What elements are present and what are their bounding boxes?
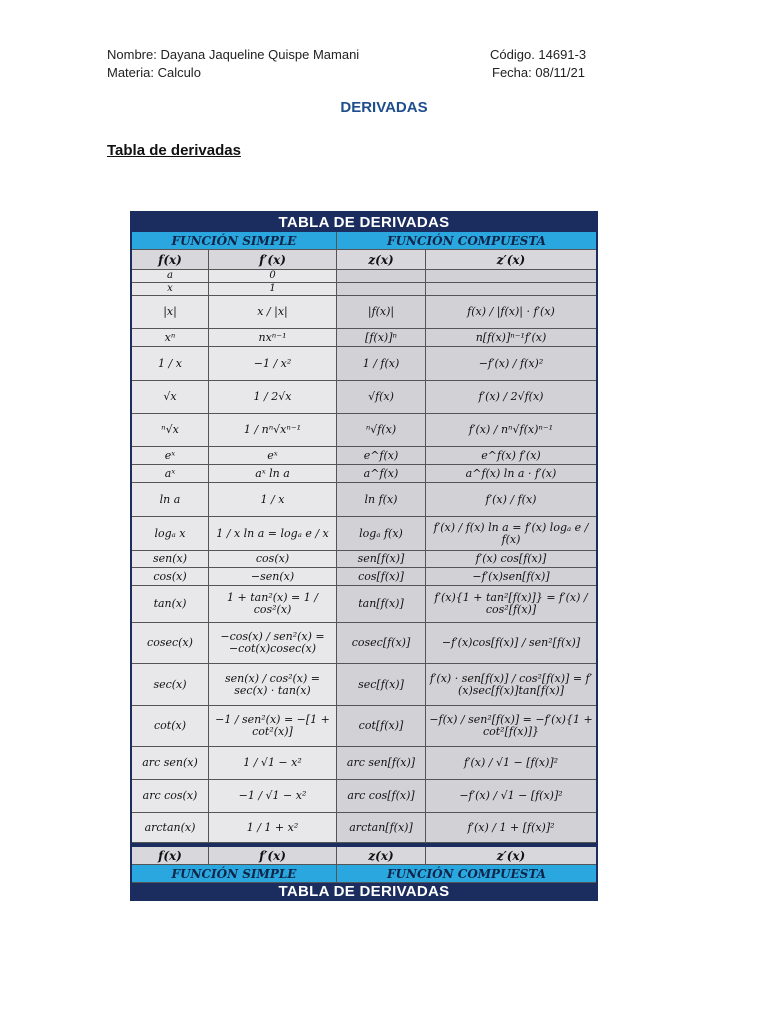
table-cell: f′(x) / √1 − [f(x)]²	[426, 747, 596, 780]
table-cell: f′(x) cos[f(x)]	[426, 551, 596, 568]
table-cell: −f′(x) / √1 − [f(x)]²	[426, 780, 596, 813]
table-row	[132, 283, 596, 296]
group-simple-label: FUNCIÓN SIMPLE	[132, 232, 337, 250]
table-cell: arc sen[f(x)]	[337, 747, 426, 780]
table-cell: tan[f(x)]	[337, 586, 426, 623]
table-cell: x / |x|	[209, 296, 337, 329]
table-cell: √f(x)	[337, 381, 426, 414]
table-row	[132, 347, 596, 381]
table-cell: 1 / nⁿ√xⁿ⁻¹	[209, 414, 337, 447]
table-cell: logₐ f(x)	[337, 517, 426, 551]
table-cell: −1 / sen²(x) = −[1 + cot²(x)]	[209, 706, 337, 747]
table-cell: f′(x) / f(x)	[426, 483, 596, 517]
table-row	[132, 780, 596, 813]
table-cell: cot(x)	[132, 706, 209, 747]
table-cell: a	[132, 270, 209, 283]
table-row	[132, 551, 596, 568]
table-cell: ⁿ√f(x)	[337, 414, 426, 447]
student-name: Nombre: Dayana Jaqueline Quispe Mamani	[107, 47, 360, 62]
table-row	[132, 381, 596, 414]
table-cell: 1 / 2√x	[209, 381, 337, 414]
col-header-zpx: z′(x)	[426, 250, 596, 270]
table-cell: cot[f(x)]	[337, 706, 426, 747]
table-cell: nxⁿ⁻¹	[209, 329, 337, 347]
table-cell	[337, 283, 426, 296]
table-cell: e^f(x)	[337, 447, 426, 465]
table-cell: arctan[f(x)]	[337, 813, 426, 843]
table-cell: sen(x)	[132, 551, 209, 568]
table-cell: −1 / √1 − x²	[209, 780, 337, 813]
table-cell: aˣ ln a	[209, 465, 337, 483]
table-cell: f′(x) / 1 + [f(x)]²	[426, 813, 596, 843]
table-cell: 1 + tan²(x) = 1 / cos²(x)	[209, 586, 337, 623]
table-cell: arc sen(x)	[132, 747, 209, 780]
table-row	[132, 623, 596, 664]
table-cell: 1 / x	[209, 483, 337, 517]
table-cell: −cos(x) / sen²(x) = −cot(x)cosec(x)	[209, 623, 337, 664]
table-cell: cos(x)	[209, 551, 337, 568]
table-row	[132, 586, 596, 623]
table-cell: 1 / f(x)	[337, 347, 426, 381]
table-row	[132, 483, 596, 517]
table-cell: ln f(x)	[337, 483, 426, 517]
document-date: Fecha: 08/11/21	[492, 65, 585, 80]
group-header-bottom	[132, 865, 596, 883]
subject-line: Materia: Calculo	[107, 65, 201, 80]
table-cell: −1 / x²	[209, 347, 337, 381]
table-cell: f′(x) / 2√f(x)	[426, 381, 596, 414]
table-cell: arc cos[f(x)]	[337, 780, 426, 813]
column-footer-row	[132, 847, 596, 865]
table-cell: tan(x)	[132, 586, 209, 623]
col-header-fpx: f′(x)	[209, 250, 337, 270]
table-cell: eˣ	[132, 447, 209, 465]
table-cell: −sen(x)	[209, 568, 337, 586]
document-title: DERIVADAS	[340, 99, 428, 116]
table-cell: ⁿ√x	[132, 414, 209, 447]
table-cell: f′(x){1 + tan²[f(x)]} = f′(x) / cos²[f(x)]	[426, 586, 596, 623]
table-cell	[426, 270, 596, 283]
group-header-top	[132, 232, 596, 250]
table-cell: cos(x)	[132, 568, 209, 586]
table-cell: 1 / x	[132, 347, 209, 381]
table-cell	[337, 270, 426, 283]
table-cell: xⁿ	[132, 329, 209, 347]
table-cell: 1 / 1 + x²	[209, 813, 337, 843]
group-composite-label: FUNCIÓN COMPUESTA	[337, 232, 596, 250]
table-cell: f(x) / |f(x)| · f′(x)	[426, 296, 596, 329]
table-cell: −f′(x) / f(x)²	[426, 347, 596, 381]
table-row	[132, 414, 596, 447]
table-cell: sec(x)	[132, 664, 209, 706]
col-footer-fx: f(x)	[132, 847, 209, 865]
table-cell: 1 / x ln a = logₐ e / x	[209, 517, 337, 551]
table-row	[132, 813, 596, 843]
table-cell: 1	[209, 283, 337, 296]
table-cell: x	[132, 283, 209, 296]
table-cell: |x|	[132, 296, 209, 329]
table-cell: n[f(x)]ⁿ⁻¹f′(x)	[426, 329, 596, 347]
table-row	[132, 517, 596, 551]
group-simple-label-bottom: FUNCIÓN SIMPLE	[132, 865, 337, 883]
table-row	[132, 447, 596, 465]
group-composite-label-bottom: FUNCIÓN COMPUESTA	[337, 865, 596, 883]
table-row	[132, 270, 596, 283]
table-cell: a^f(x) ln a · f′(x)	[426, 465, 596, 483]
table-cell: −f′(x)cos[f(x)] / sen²[f(x)]	[426, 623, 596, 664]
table-cell: f′(x) · sen[f(x)] / cos²[f(x)] = f′(x)sec[f(x)]tan[f(x)]	[426, 664, 596, 706]
table-cell: sen(x) / cos²(x) = sec(x) · tan(x)	[209, 664, 337, 706]
table-cell: cosec(x)	[132, 623, 209, 664]
table-row	[132, 568, 596, 586]
table-cell	[426, 283, 596, 296]
table-cell: 0	[209, 270, 337, 283]
table-row	[132, 664, 596, 706]
table-cell: a^f(x)	[337, 465, 426, 483]
table-cell: eˣ	[209, 447, 337, 465]
table-cell: cos[f(x)]	[337, 568, 426, 586]
table-cell: aˣ	[132, 465, 209, 483]
table-cell: e^f(x) f′(x)	[426, 447, 596, 465]
table-cell: √x	[132, 381, 209, 414]
col-footer-zx: z(x)	[337, 847, 426, 865]
column-header-row	[132, 250, 596, 270]
table-row	[132, 329, 596, 347]
table-cell: sen[f(x)]	[337, 551, 426, 568]
table-cell: logₐ x	[132, 517, 209, 551]
table-title-top: TABLA DE DERIVADAS	[132, 213, 596, 232]
col-footer-fpx: f′(x)	[209, 847, 337, 865]
table-cell: arc cos(x)	[132, 780, 209, 813]
table-cell: f′(x) / nⁿ√f(x)ⁿ⁻¹	[426, 414, 596, 447]
section-heading: Tabla de derivadas	[107, 142, 241, 159]
derivatives-table	[130, 211, 598, 901]
table-cell: |f(x)|	[337, 296, 426, 329]
col-header-fx: f(x)	[132, 250, 209, 270]
table-cell: −f(x) / sen²[f(x)] = −f′(x){1 + cot²[f(x)]}	[426, 706, 596, 747]
table-row	[132, 465, 596, 483]
table-cell: [f(x)]ⁿ	[337, 329, 426, 347]
table-row	[132, 706, 596, 747]
table-row	[132, 747, 596, 780]
table-row	[132, 296, 596, 329]
table-cell: cosec[f(x)]	[337, 623, 426, 664]
col-footer-zpx: z′(x)	[426, 847, 596, 865]
table-cell: f′(x) / f(x) ln a = f′(x) logₐ e / f(x)	[426, 517, 596, 551]
student-code: Código. 14691-3	[490, 47, 587, 62]
table-cell: ln a	[132, 483, 209, 517]
col-header-zx: z(x)	[337, 250, 426, 270]
table-title-bottom: TABLA DE DERIVADAS	[132, 883, 596, 899]
table-cell: −f′(x)sen[f(x)]	[426, 568, 596, 586]
table-cell: 1 / √1 − x²	[209, 747, 337, 780]
table-cell: sec[f(x)]	[337, 664, 426, 706]
table-cell: arctan(x)	[132, 813, 209, 843]
